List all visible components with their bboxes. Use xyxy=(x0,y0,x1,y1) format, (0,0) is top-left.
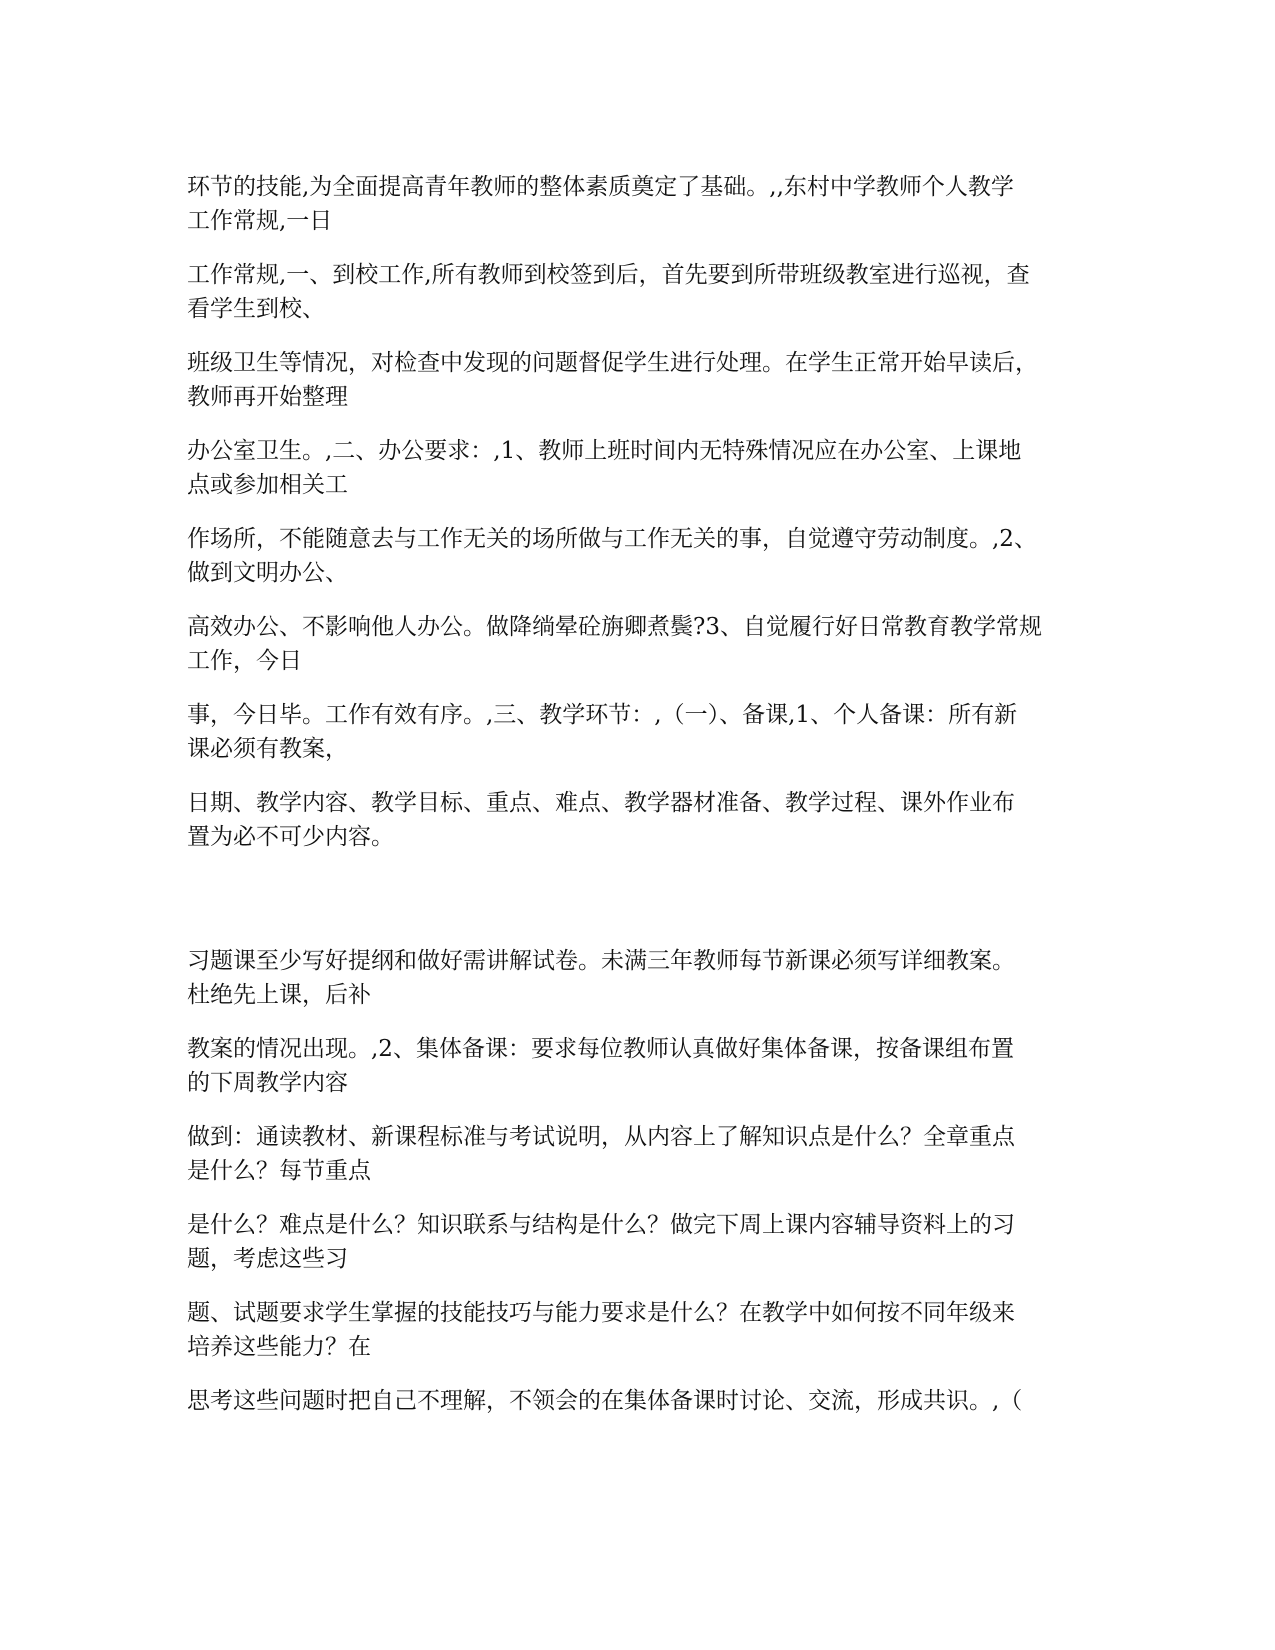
text-line: 思考这些问题时把自己不理解，不领会的在集体备课时讨论、交流，形成共识。,（ xyxy=(187,1388,1023,1414)
text-line: 教师再开始整理 xyxy=(187,384,348,410)
text-line: 作场所，不能随意去与工作无关的场所做与工作无关的事，自觉遵守劳动制度。,2、 xyxy=(187,526,1037,552)
text-line: 办公室卫生。,二、办公要求：,1、教师上班时间内无特殊情况应在办公室、上课地 xyxy=(187,438,1022,464)
text-line: 培养这些能力？在 xyxy=(187,1334,371,1360)
text-line: 日期、教学内容、教学目标、重点、难点、教学器材准备、教学过程、课外作业布 xyxy=(187,790,1015,816)
text-line: 事，今日毕。工作有效有序。,三、教学环节：,（一）、备课,1、个人备课：所有新 xyxy=(187,702,1018,728)
paragraph xyxy=(187,786,1087,854)
text-line: 是什么？每节重点 xyxy=(187,1158,371,1184)
text-line: 题、试题要求学生掌握的技能技巧与能力要求是什么？在教学中如何按不同年级来 xyxy=(187,1300,1015,1326)
paragraph xyxy=(187,258,1087,326)
paragraph xyxy=(187,1120,1087,1188)
paragraph xyxy=(187,434,1087,502)
text-line: 看学生到校、 xyxy=(187,296,325,322)
text-line: 习题课至少写好提纲和做好需讲解试卷。未满三年教师每节新课必须写详细教案。 xyxy=(187,948,1015,974)
paragraph xyxy=(187,1384,1087,1418)
text-line: 做到：通读教材、新课程标准与考试说明，从内容上了解知识点是什么？全章重点 xyxy=(187,1124,1015,1150)
text-line: 做到文明办公、 xyxy=(187,560,348,586)
text-line: 高效办公、不影响他人办公。做降绱晕砼旃卿煮鬓?3、自觉履行好日常教育教学常规 xyxy=(187,614,1042,640)
text-line: 教案的情况出现。,2、集体备课：要求每位教师认真做好集体备课，按备课组布置 xyxy=(187,1036,1014,1062)
text-line: 点或参加相关工 xyxy=(187,472,348,498)
text-line: 工作，今日 xyxy=(187,648,302,674)
text-line: 工作常规,一、到校工作,所有教师到校签到后，首先要到所带班级教室进行巡视，查 xyxy=(187,262,1030,288)
paragraph xyxy=(187,346,1087,414)
text-line: 班级卫生等情况，对检查中发现的问题督促学生进行处理。在学生正常开始早读后， xyxy=(187,350,1038,376)
paragraph xyxy=(187,698,1087,766)
text-line: 杜绝先上课，后补 xyxy=(187,982,371,1008)
text-line: 的下周教学内容 xyxy=(187,1070,348,1096)
paragraph xyxy=(187,1032,1087,1100)
text-line: 题，考虑这些习 xyxy=(187,1246,348,1272)
paragraph xyxy=(187,944,1087,1012)
paragraph xyxy=(187,170,1087,238)
paragraph xyxy=(187,522,1087,590)
text-line: 环节的技能,为全面提高青年教师的整体素质奠定了基础。,,东村中学教师个人教学 xyxy=(187,174,1014,200)
text-line: 置为必不可少内容。 xyxy=(187,824,394,850)
text-line: 工作常规,一日 xyxy=(187,208,333,234)
text-line: 是什么？难点是什么？知识联系与结构是什么？做完下周上课内容辅导资料上的习 xyxy=(187,1212,1015,1238)
paragraph xyxy=(187,1208,1087,1276)
paragraph xyxy=(187,610,1087,678)
text-line: 课必须有教案， xyxy=(187,736,348,762)
paragraph xyxy=(187,1296,1087,1364)
